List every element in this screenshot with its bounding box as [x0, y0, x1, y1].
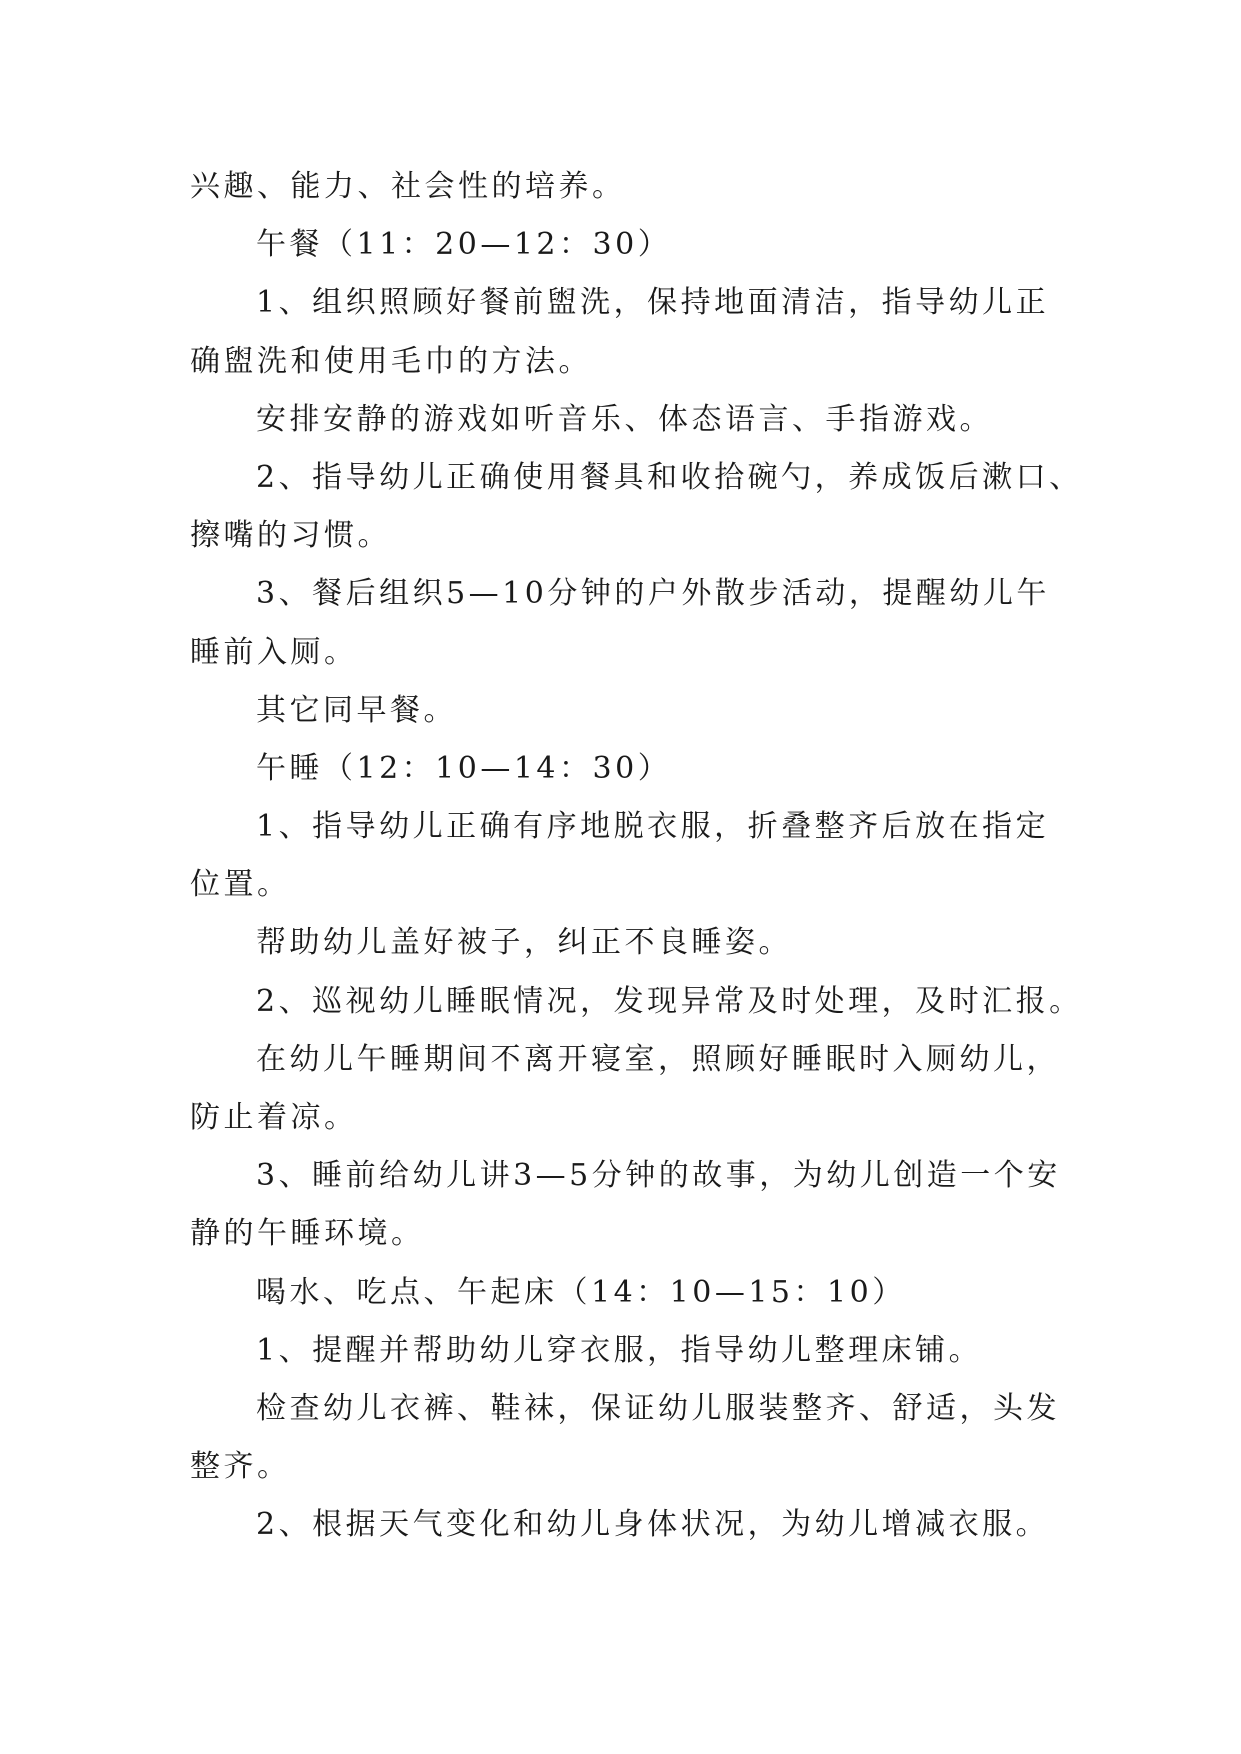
document-body [190, 158, 1083, 1555]
text-line: 其它同早餐。 [256, 692, 457, 728]
section-heading-wakeup: 喝水、吃点、午起床（14：10—15：10） [256, 1274, 906, 1310]
text-line: 1、组织照顾好餐前盥洗，保持地面清洁，指导幼儿正 [256, 285, 1050, 321]
text-line: 在幼儿午睡期间不离开寝室，照顾好睡眠时入厕幼儿， [256, 1041, 1060, 1077]
text-line: 睡前入厕。 [190, 634, 358, 670]
text-line: 1、提醒并帮助幼儿穿衣服，指导幼儿整理床铺。 [256, 1332, 983, 1368]
text-line: 整齐。 [190, 1449, 291, 1485]
text-line: 兴趣、能力、社会性的培养。 [190, 169, 626, 204]
text-line: 安排安静的游戏如听音乐、体态语言、手指游戏。 [256, 401, 993, 437]
section-heading-nap: 午睡（12：10—14：30） [256, 750, 672, 786]
text-line: 检查幼儿衣裤、鞋袜，保证幼儿服装整齐、舒适，头发 [256, 1390, 1060, 1426]
text-line: 2、根据天气变化和幼儿身体状况，为幼儿增减衣服。 [256, 1507, 1050, 1543]
text-line: 3、睡前给幼儿讲3—5分钟的故事，为幼儿创造一个安 [256, 1158, 1061, 1194]
text-line: 确盥洗和使用毛巾的方法。 [190, 343, 592, 379]
text-line: 1、指导幼儿正确有序地脱衣服，折叠整齐后放在指定 [256, 809, 1050, 845]
text-line: 2、巡视幼儿睡眠情况，发现异常及时处理，及时汇报。 [256, 983, 1083, 1019]
text-line: 2、指导幼儿正确使用餐具和收拾碗勺，养成饭后漱口、 [256, 459, 1083, 495]
text-line: 防止着凉。 [190, 1100, 358, 1135]
text-line: 静的午睡环境。 [190, 1216, 425, 1252]
text-line: 帮助幼儿盖好被子，纠正不良睡姿。 [256, 925, 792, 961]
section-heading-lunch: 午餐（11：20—12：30） [256, 227, 672, 263]
text-line: 擦嘴的习惯。 [190, 518, 391, 554]
text-line: 位置。 [190, 867, 291, 903]
text-line: 3、餐后组织5—10分钟的户外散步活动，提醒幼儿午 [256, 576, 1050, 612]
